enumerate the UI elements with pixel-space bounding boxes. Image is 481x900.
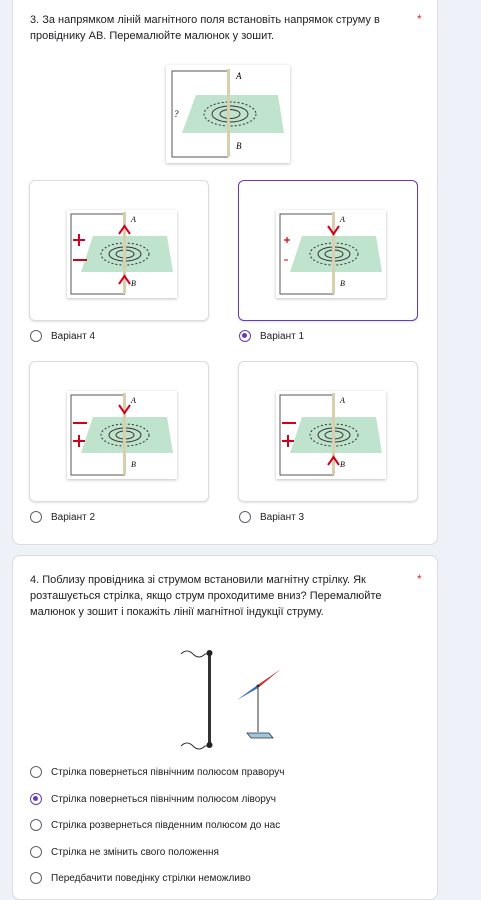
option-card-variant-2[interactable]: [29, 361, 209, 502]
radio-variant-2[interactable]: [30, 511, 42, 523]
radio-variant-3[interactable]: [239, 511, 251, 523]
label-b: B: [236, 141, 242, 151]
radio-q4-option-3[interactable]: [30, 819, 42, 831]
option-label-variant-4: Варіант 4: [51, 331, 96, 342]
radio-q4-option-5[interactable]: [30, 872, 42, 884]
variant-1-figure: [276, 210, 386, 298]
magnetic-field-diagram: [166, 65, 290, 163]
question-mark: ?: [174, 109, 179, 119]
required-mark: *: [417, 572, 422, 586]
required-mark: *: [417, 12, 422, 26]
q4-option-label-3: Стрілка розвернеться південним полюсом до нас: [51, 820, 281, 831]
svg-text:A: A: [131, 215, 136, 224]
q4-option-label-2: Стрілка повернеться північним полюсом ліворуч: [51, 794, 276, 805]
svg-text:A: A: [340, 215, 345, 224]
svg-text:B: B: [340, 279, 345, 288]
variant-4-figure: [67, 210, 177, 298]
svg-text:B: B: [340, 460, 345, 469]
conductor-and-compass-diagram: [179, 644, 289, 752]
svg-text:B: B: [131, 460, 136, 469]
option-label-variant-1: Варіант 1: [260, 331, 305, 342]
question-4-card: [12, 555, 438, 900]
svg-text:A: A: [131, 396, 136, 405]
radio-variant-1[interactable]: [239, 330, 251, 342]
option-card-variant-3[interactable]: [238, 361, 418, 502]
label-a: A: [236, 71, 242, 81]
radio-q4-option-1[interactable]: [30, 766, 42, 778]
q4-option-label-1: Стрілка повернеться північним полюсом праворуч: [51, 767, 285, 778]
option-label-variant-2: Варіант 2: [51, 512, 96, 523]
option-card-variant-4[interactable]: [29, 180, 209, 321]
question-3-card: [12, 0, 438, 545]
q4-option-label-4: Стрілка не змінить свого положення: [51, 847, 219, 858]
q4-option-label-5: Передбачити поведінку стрілки неможливо: [51, 873, 251, 884]
question-3-title: 3. За напрямком ліній магнітного поля встановіть напрямок струму в провіднику АВ. Перемалюйте малюнок у зошит.: [30, 14, 380, 42]
svg-text:A: A: [340, 396, 345, 405]
radio-q4-option-4[interactable]: [30, 846, 42, 858]
question-3-main-figure: [166, 65, 290, 163]
svg-text:B: B: [131, 279, 136, 288]
option-label-variant-3: Варіант 3: [260, 512, 305, 523]
question-4-figure: [179, 644, 289, 752]
variant-3-figure: [276, 391, 386, 479]
question-4-title: 4. Поблизу провідника зі струмом встановили магнітну стрілку. Як розташується стрілка, якщо струм проходитиме вниз? Перемалюйте малюнок у зошит і покажіть лінії магнітної індукції струму.: [30, 574, 382, 618]
radio-variant-4[interactable]: [30, 330, 42, 342]
variant-2-figure: [67, 391, 177, 479]
option-card-variant-1[interactable]: [238, 180, 418, 321]
radio-q4-option-2[interactable]: [30, 793, 42, 805]
